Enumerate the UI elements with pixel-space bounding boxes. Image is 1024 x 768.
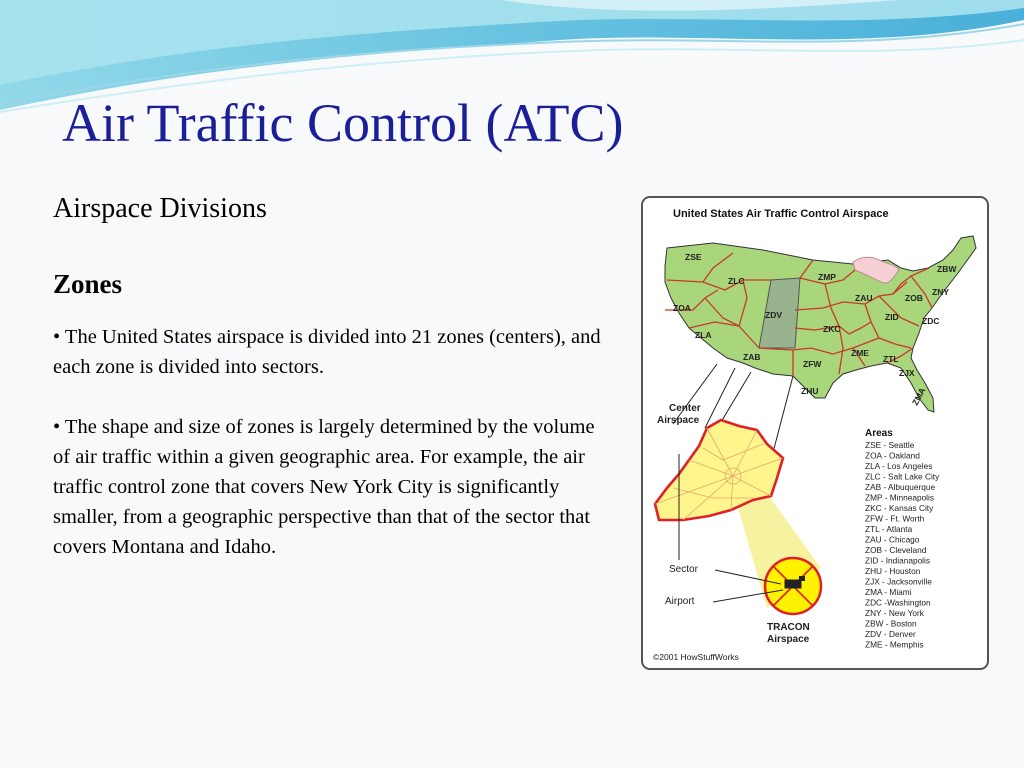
sector-label: Sector	[669, 564, 698, 575]
legend-item: ZME - Memphis	[865, 639, 924, 650]
legend-item: ZSE - Seattle	[865, 440, 915, 450]
center-airspace-label-2: Airspace	[657, 415, 700, 426]
content-text	[53, 192, 615, 562]
airport-tower-icon	[799, 576, 805, 581]
zone-label-zlc: ZLC	[728, 276, 745, 286]
zone-label-zhu: ZHU	[801, 386, 819, 396]
zone-label-zse: ZSE	[685, 252, 702, 262]
legend-item: ZHU - Houston	[865, 566, 921, 576]
legend-title: Areas	[865, 428, 893, 439]
zone-label-zme: ZME	[851, 348, 869, 358]
legend-item: ZAU - Chicago	[865, 534, 920, 545]
copyright-credit: ©2001 HowStuffWorks	[653, 652, 739, 662]
zone-label-zid: ZID	[885, 312, 899, 322]
zone-label-zbw: ZBW	[937, 264, 957, 274]
zone-label-zab: ZAB	[743, 352, 761, 362]
subtitle: Airspace Divisions	[53, 193, 267, 224]
legend-item: ZMA - Miami	[865, 587, 912, 597]
airspace-map-figure	[641, 196, 989, 670]
airport-label: Airport	[665, 596, 695, 607]
zone-label-zau: ZAU	[855, 293, 873, 303]
legend-item: ZLA - Los Angeles	[865, 461, 933, 471]
bullet-zone-shape: • The shape and size of zones is largely determined by the volume of air traffic within a given geographic area. For example, the air traffic control zone that covers New York City is significantly smaller, from a geographic perspective than that of the sector that covers Montana and Idaho.	[53, 415, 595, 558]
zone-label-zma: ZMA	[909, 385, 928, 407]
tracon-label-2: Airspace	[767, 634, 810, 645]
legend-item: ZDV - Denver	[865, 629, 916, 639]
zone-label-zkc: ZKC	[823, 324, 841, 334]
legend-item: ZID - Indianapolis	[865, 555, 931, 566]
zone-label-zny: ZNY	[932, 287, 949, 297]
zone-label-zfw: ZFW	[803, 359, 822, 369]
zone-label-zoa: ZOA	[673, 303, 691, 313]
legend-item: ZDC -Washington	[865, 597, 931, 608]
zone-label-zjx: ZJX	[899, 368, 915, 378]
legend-item: ZOA - Oakland	[865, 450, 920, 461]
legend-item: ZFW - Ft. Worth	[865, 513, 925, 524]
slide-title: Air Traffic Control (ATC)	[62, 93, 624, 153]
legend-item: ZKC - Kansas City	[865, 503, 934, 513]
airspace-map-svg	[643, 198, 987, 668]
center-airspace-label: Center	[669, 403, 701, 414]
legend-item: ZNY - New York	[865, 608, 924, 618]
zone-label-ztl: ZTL	[883, 354, 899, 364]
zone-label-zdv: ZDV	[765, 310, 782, 320]
legend-item: ZOB - Cleveland	[865, 545, 927, 555]
tracon-label: TRACON	[767, 622, 810, 633]
legend-list	[865, 440, 940, 650]
legend-item: ZJX - Jacksonville	[865, 576, 932, 587]
legend-item: ZTL - Atlanta	[865, 524, 913, 534]
legend-item: ZBW - Boston	[865, 618, 917, 629]
zone-label-zdc: ZDC	[922, 316, 940, 326]
zone-label-zob: ZOB	[905, 293, 923, 303]
bullet-zones-count: • The United States airspace is divided into 21 zones (centers), and each zone is divided into sectors.	[53, 325, 601, 378]
zone-label-zla: ZLA	[695, 330, 712, 340]
map-title: United States Air Traffic Control Airspace	[673, 208, 889, 220]
zones-heading: Zones	[53, 268, 123, 299]
legend-item: ZAB - Albuquerque	[865, 482, 936, 492]
zone-label-zmp: ZMP	[818, 272, 836, 282]
legend-item: ZLC - Salt Lake City	[865, 471, 940, 482]
airport-icon	[785, 580, 801, 588]
legend-item: ZMP - Minneapolis	[865, 492, 935, 503]
